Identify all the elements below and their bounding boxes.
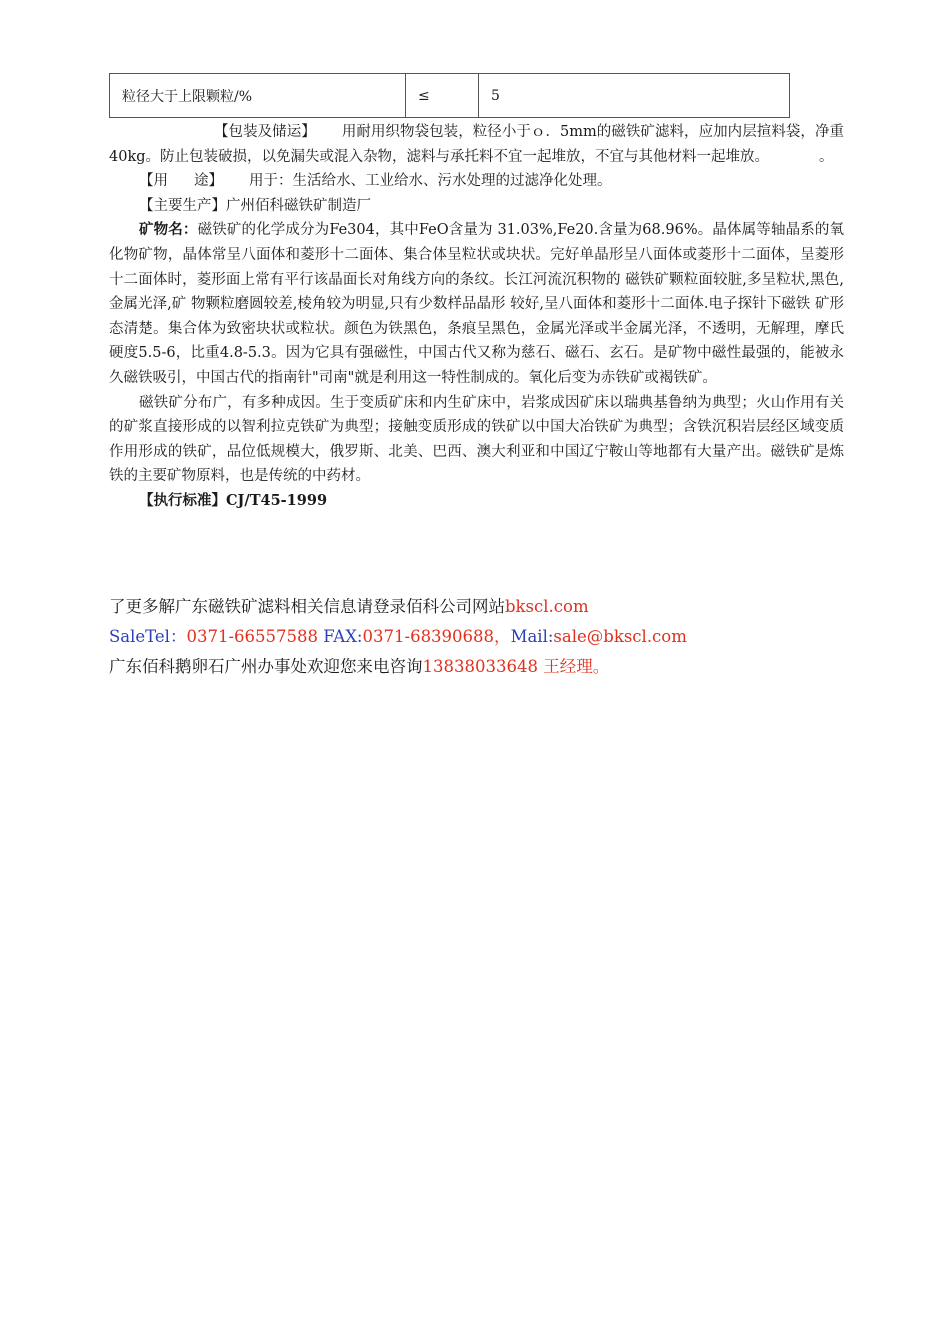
producer-text: 广州佰科磁铁矿制造厂	[226, 197, 371, 214]
contact-line-office	[109, 652, 869, 682]
standard-heading: 【执行标准】	[139, 491, 226, 509]
contact-block	[109, 592, 869, 682]
tel-label: SaleTel：	[109, 627, 187, 646]
usage-paragraph	[109, 169, 844, 194]
website-prompt: 了更多解广东磁铁矿滤料相关信息请登录佰科公司网站	[109, 597, 505, 616]
distribution-paragraph	[109, 391, 844, 489]
mail-link[interactable]: sale@bkscl.com	[553, 627, 687, 646]
standard-paragraph	[109, 489, 844, 514]
office-phone: 13838033648 王经理。	[422, 657, 610, 676]
mineral-text: 磁铁矿的化学成分为Fe304，其中FeO含量为 31.03%,Fe20.含量为68.96%。晶体属等轴晶系的氧化物矿物，晶体常呈八面体和菱形十二面体、集合体呈粒状或块状。完好单晶形呈八面体或菱形十二面体，呈菱形十二面体时，菱形面上常有平行该晶面长对角线方向的条纹。长江河流沉积物的 磁铁矿颗粒面较脏,多呈粒状,黑色,金属光泽,矿 物颗粒磨圆较差,棱角较为明显,只有少数样品晶形 较好,呈八面体和菱形十二面体.电子探针下磁铁 矿形态清楚。集合体为致密块状或粒状。颜色为铁黑色，条痕呈黑色，金属光泽或半金属光泽，不透明，无解理，摩氏硬度5.5-6，比重4.8-5.3。因为它具有强磁性，中国古代又称为慈石、磁石、玄石。是矿物中磁性最强的，能被永久磁铁吸引，中国古代的指南针"司南"就是利用这一特性制成的。氧化后变为赤铁矿或褐铁矿。	[109, 222, 844, 386]
fax-label: FAX:	[318, 627, 363, 646]
distribution-text: 磁铁矿分布广，有多种成因。生于变质矿床和内生矿床中，岩浆成因矿床以瑞典基鲁纳为典型；火山作用有关的矿浆直接形成的以智利拉克铁矿为典型；接触变质形成的铁矿以中国大冶铁矿为典型；含铁沉积岩层经区域变质作用形成的铁矿，品位低规模大，俄罗斯、北美、巴西、澳大利亚和中国辽宁鞍山等地都有大量产出。磁铁矿是炼铁的主要矿物原料，也是传统的中药材。	[109, 394, 844, 485]
usage-heading-b: 途】	[194, 173, 223, 190]
usage-heading-a: 【用	[139, 173, 168, 190]
producer-heading: 【主要生产】	[139, 197, 226, 214]
packaging-paragraph	[109, 120, 844, 169]
spec-table	[109, 73, 790, 118]
mineral-paragraph	[109, 218, 844, 390]
mail-label: Mail:	[510, 627, 554, 646]
tel-number: 0371-66557588	[186, 627, 319, 646]
table-cell-value: 5	[479, 74, 790, 118]
contact-line-phone	[109, 622, 869, 652]
contact-line-website	[109, 592, 869, 622]
fax-number: 0371-68390688，	[362, 627, 511, 646]
mineral-heading: 矿物名：	[139, 221, 198, 239]
packaging-text: 用耐用织物袋包装，粒径小于ｏ．5mm的磁铁矿滤料，应加内层揎料袋，净重40kg。防止包装破损，以免漏失或混入杂物，滤料与承托料不宜一起堆放，不宜与其他材料一起堆放。	[109, 124, 844, 165]
document-body	[109, 120, 844, 514]
standard-text: CJ/T45-1999	[226, 491, 328, 509]
packaging-heading: 【包装及储运】	[214, 124, 316, 140]
producer-paragraph	[109, 194, 844, 219]
table-cell-label: 粒径大于上限颗粒/%	[110, 74, 406, 118]
table-row	[110, 74, 790, 118]
table-cell-operator: ≤	[406, 74, 479, 118]
website-link[interactable]: bkscl.com	[505, 597, 589, 616]
packaging-trailing: 。	[819, 148, 834, 165]
office-text: 广东佰科鹅卵石广州办事处欢迎您来电咨询	[109, 657, 423, 676]
usage-text: 用于：生活给水、工业给水、污水处理的过滤净化处理。	[249, 173, 612, 190]
